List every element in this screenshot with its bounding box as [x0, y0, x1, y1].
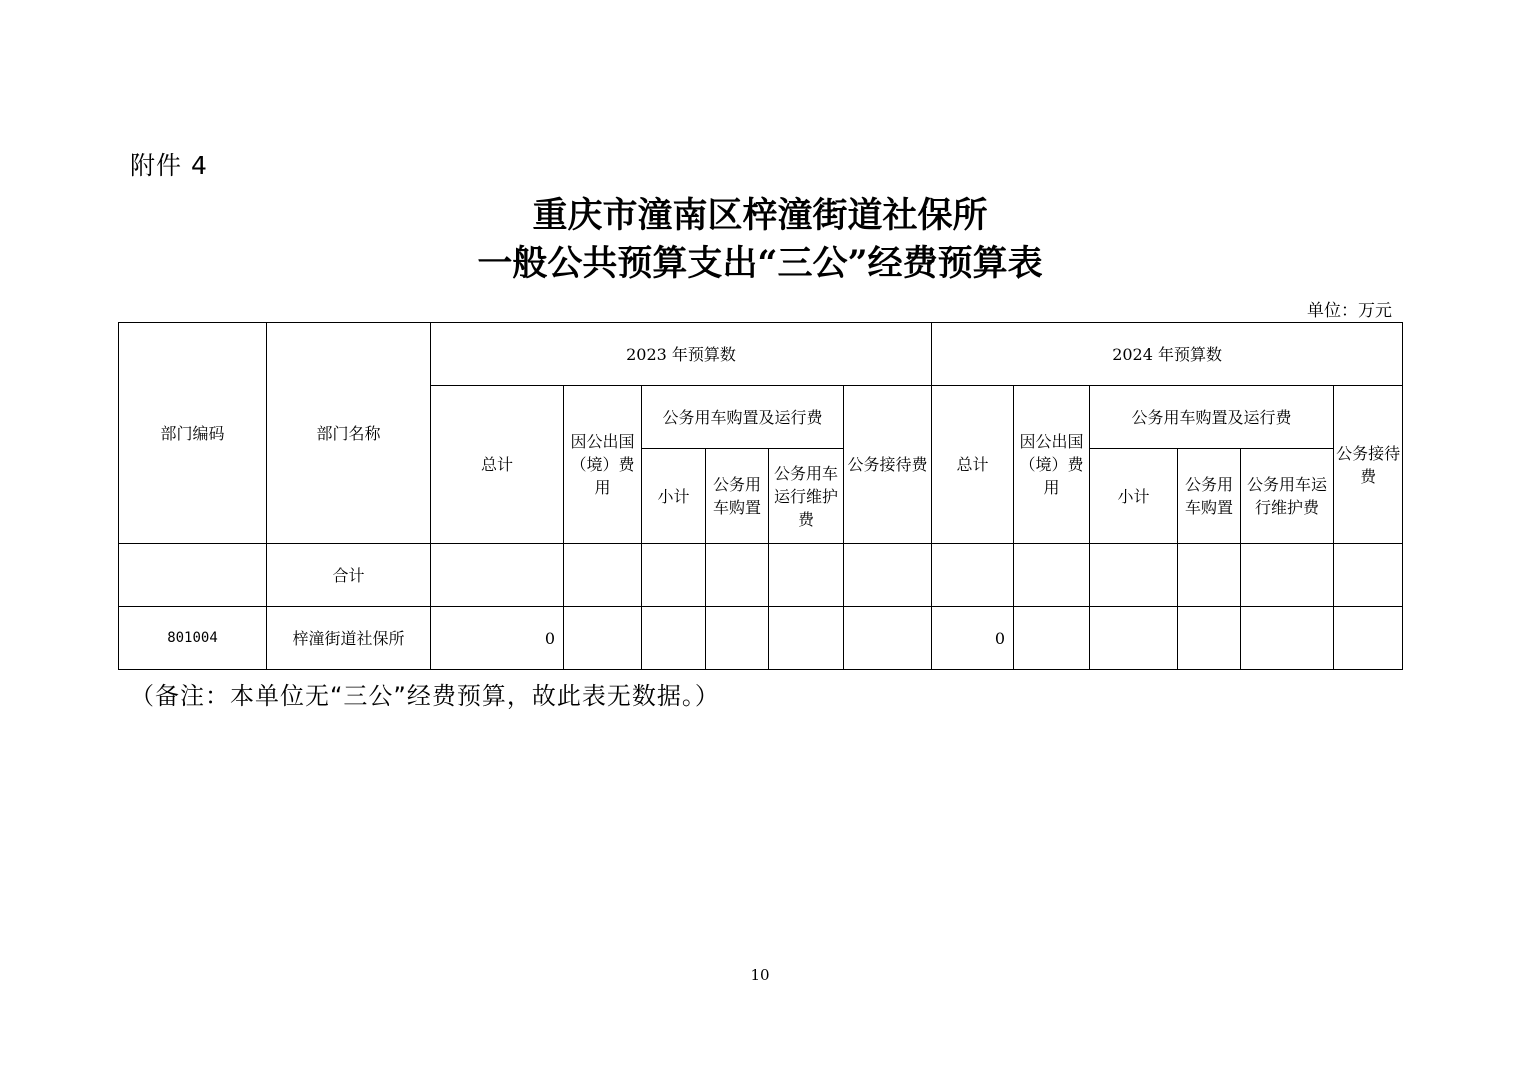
table-row — [119, 607, 1403, 670]
cell — [844, 544, 932, 607]
year-2023-header: 2023 年预算数 — [431, 323, 932, 386]
dept-name-header: 部门名称 — [267, 323, 431, 544]
dept-code-header: 部门编码 — [119, 323, 267, 544]
row-total-2024: 0 — [932, 607, 1014, 670]
car-maint-header-2023: 公务用车运行维护费 — [769, 449, 844, 544]
cell — [769, 607, 844, 670]
car-maint-header-2024: 公务用车运行维护费 — [1241, 449, 1334, 544]
cell — [1178, 544, 1241, 607]
cell — [706, 544, 769, 607]
subtotal-header-2023: 小计 — [642, 449, 706, 544]
cell — [564, 607, 642, 670]
row-dept-name: 梓潼街道社保所 — [267, 607, 431, 670]
cell — [1241, 544, 1334, 607]
row-total-2023: 0 — [431, 607, 564, 670]
cell — [932, 544, 1014, 607]
row-dept-code: 801004 — [119, 607, 267, 670]
car-header-2024: 公务用车购置及运行费 — [1090, 386, 1334, 449]
header-row-1 — [119, 323, 1403, 386]
reception-header-2023: 公务接待费 — [844, 386, 932, 544]
unit-label: 单位：万元 — [1307, 301, 1392, 321]
page-title-line2: 一般公共预算支出“三公”经费预算表 — [477, 243, 1043, 284]
cell — [1090, 544, 1178, 607]
total-header-2024: 总计 — [932, 386, 1014, 544]
budget-table — [118, 322, 1403, 670]
reception-header-2024: 公务接待费 — [1334, 386, 1403, 544]
cell — [1178, 607, 1241, 670]
total-header-2023: 总计 — [431, 386, 564, 544]
cell — [1014, 607, 1090, 670]
cell — [1334, 544, 1403, 607]
sum-row-code — [119, 544, 267, 607]
cell — [1241, 607, 1334, 670]
overseas-header-2024: 因公出国（境）费用 — [1014, 386, 1090, 544]
car-header-2023: 公务用车购置及运行费 — [642, 386, 844, 449]
attachment-label: 附件 4 — [130, 151, 208, 180]
cell — [1014, 544, 1090, 607]
sum-row-label: 合计 — [267, 544, 431, 607]
cell — [642, 607, 706, 670]
overseas-header-2023: 因公出国（境）费用 — [564, 386, 642, 544]
subtotal-header-2024: 小计 — [1090, 449, 1178, 544]
remark-note: （备注：本单位无“三公”经费预算，故此表无数据。） — [130, 682, 720, 710]
cell — [769, 544, 844, 607]
page-title-line1: 重庆市潼南区梓潼街道社保所 — [532, 195, 988, 236]
cell — [706, 607, 769, 670]
cell — [431, 544, 564, 607]
cell — [564, 544, 642, 607]
sum-row — [119, 544, 1403, 607]
cell — [1334, 607, 1403, 670]
page-number: 10 — [750, 966, 770, 984]
cell — [1090, 607, 1178, 670]
cell — [844, 607, 932, 670]
car-purchase-header-2024: 公务用车购置 — [1178, 449, 1241, 544]
year-2024-header: 2024 年预算数 — [932, 323, 1403, 386]
cell — [642, 544, 706, 607]
car-purchase-header-2023: 公务用车购置 — [706, 449, 769, 544]
